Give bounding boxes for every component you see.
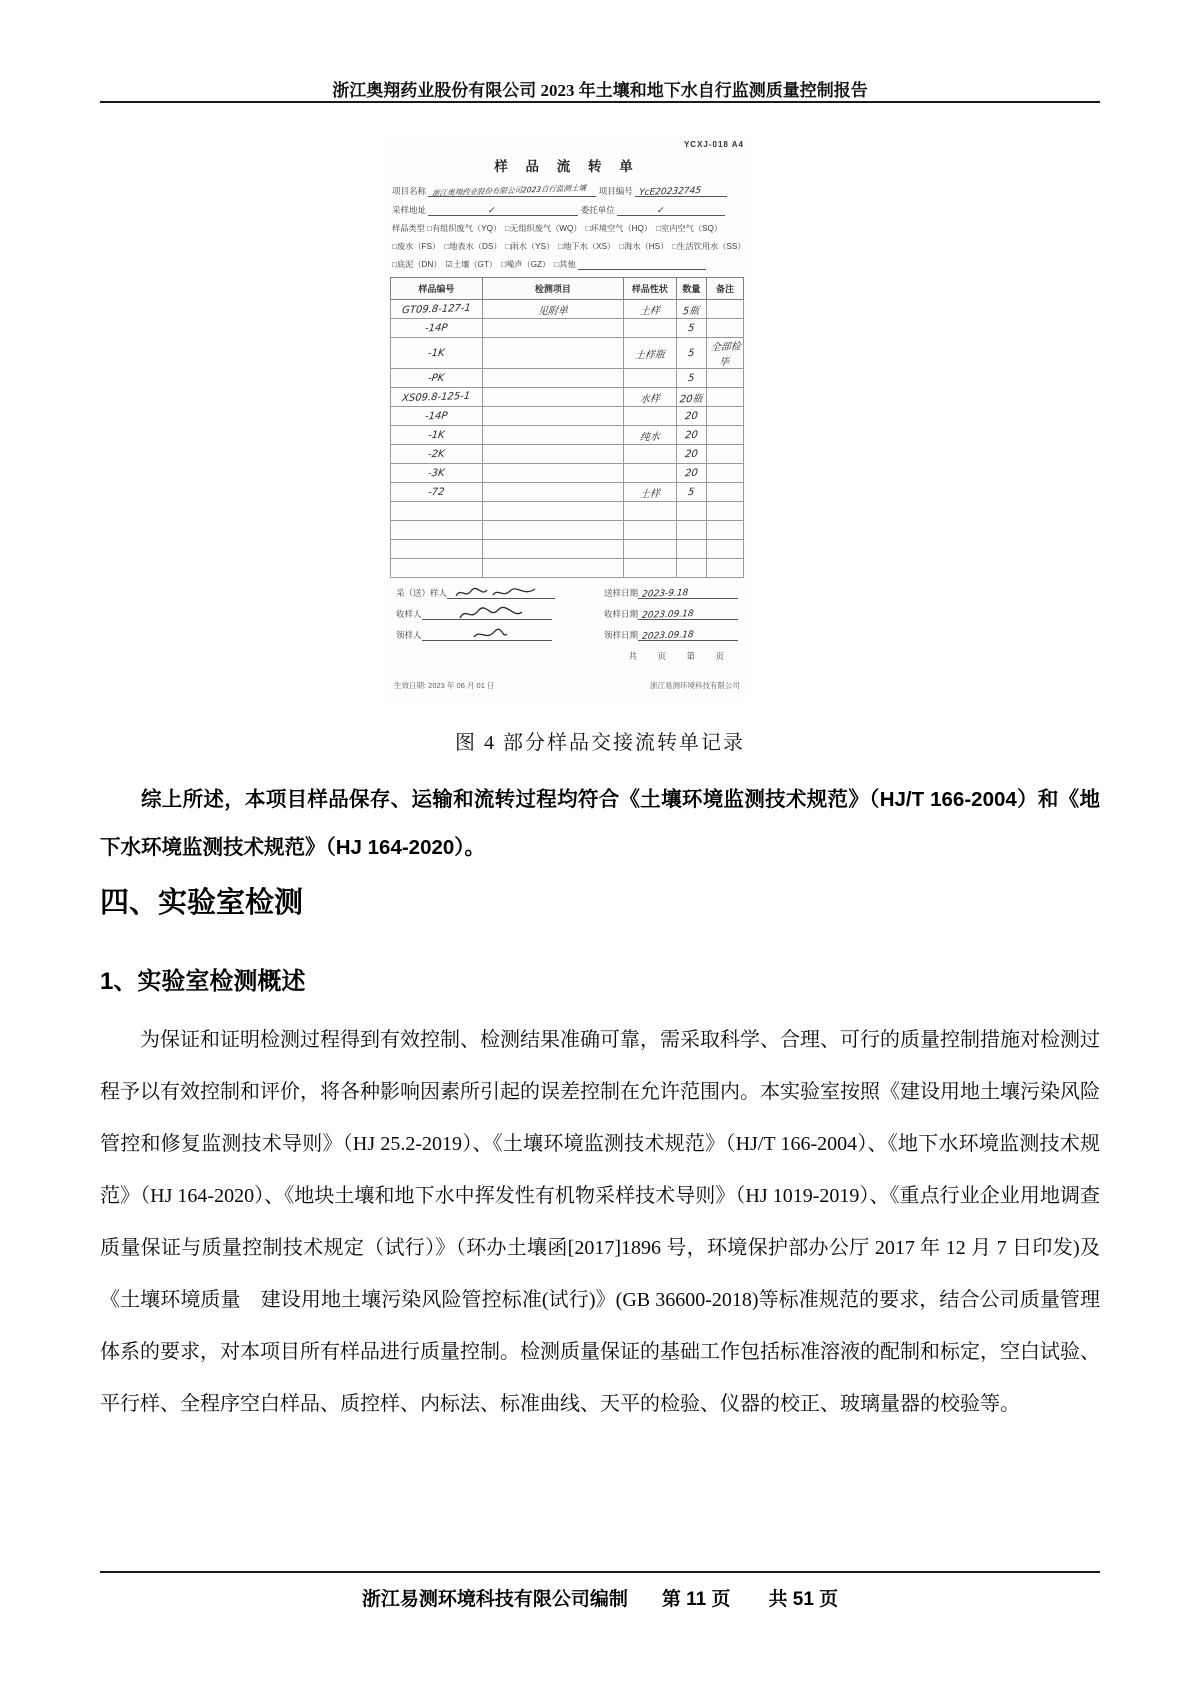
form-table-row xyxy=(391,388,744,407)
handwritten-entry: 20瓶 xyxy=(679,393,704,405)
collector-signature-field xyxy=(422,630,552,641)
signature-row-collector xyxy=(390,629,744,641)
sample-type-line-3 xyxy=(392,259,742,270)
project-name-label: 项目名称 xyxy=(392,186,427,196)
handwritten-entry: -72 xyxy=(427,486,446,498)
handwritten-entry: -1K xyxy=(427,347,446,359)
project-name-field xyxy=(428,183,596,198)
handwritten-entry: XS09.8-125-1 xyxy=(401,390,472,404)
form-field-project xyxy=(392,185,742,197)
send-date-value: 2023-9.18 xyxy=(641,588,689,600)
signature-row-receiver xyxy=(390,608,744,620)
form-table xyxy=(390,277,744,578)
col-test-items: 检测项目 xyxy=(482,278,623,300)
col-quantity: 数量 xyxy=(676,278,706,300)
client-value: ✓ xyxy=(656,205,666,217)
form-table-body xyxy=(391,300,744,578)
form-bottom-row xyxy=(390,680,744,691)
form-table-row xyxy=(391,369,744,388)
form-table-row xyxy=(391,338,744,369)
handwritten-entry: 5 xyxy=(687,486,696,498)
receive-date-label: 收样日期 xyxy=(603,609,638,619)
project-no-value: YcE20232745 xyxy=(638,185,702,199)
handwritten-entry: 5瓶 xyxy=(682,305,700,317)
collect-date-value: 2023.09.18 xyxy=(641,630,695,642)
form-field-address xyxy=(392,204,742,216)
header-divider xyxy=(100,101,1100,103)
handwritten-entry: -14P xyxy=(424,322,449,334)
form-table-row xyxy=(391,319,744,338)
receiver-signature-field xyxy=(422,609,552,620)
form-table-row xyxy=(391,483,744,502)
handwritten-entry: GT09.8-127-1 xyxy=(401,302,472,316)
collect-date-field xyxy=(638,630,738,641)
collector-label: 领样人 xyxy=(396,630,422,640)
form-title: 样 品 流 转 单 xyxy=(494,159,640,174)
handwritten-entry: -2K xyxy=(427,448,446,460)
handwritten-entry: 20 xyxy=(684,429,699,441)
form-pages-line: 共 页 第 页 xyxy=(628,651,730,661)
address-label: 采样地址 xyxy=(392,205,427,215)
subsection-heading: 1、实验室检测概述 xyxy=(100,968,306,995)
send-date-field xyxy=(638,588,738,599)
form-effective-date: 生效日期: 2023 年 06 月 01 日 xyxy=(394,681,495,690)
main-content xyxy=(100,730,1100,1430)
handwritten-entry: 5 xyxy=(687,372,696,384)
client-field xyxy=(617,205,725,216)
page-header-title: 浙江奥翔药业股份有限公司 2023 年土壤和地下水自行监测质量控制报告 xyxy=(332,81,868,100)
signature-scribble-icon xyxy=(456,606,526,622)
footer-company: 浙江易测环境科技有限公司编制 xyxy=(361,1589,628,1610)
project-no-field xyxy=(635,186,727,197)
col-sample-id: 样品编号 xyxy=(391,278,483,300)
form-table-row xyxy=(391,559,744,578)
client-label: 委托单位 xyxy=(580,205,615,215)
handwritten-entry: 土样 xyxy=(639,488,661,500)
receiver-label: 收样人 xyxy=(396,609,422,619)
sample-type-line-1 xyxy=(392,223,742,234)
summary-paragraph: 综上所述，本项目样品保存、运输和流转过程均符合《土壤环境监测技术规范》（HJ/T 166-2004）和《地下水环境监测技术规范》（HJ 164-2020）。 xyxy=(100,788,1100,859)
signature-scribble-icon xyxy=(453,585,539,601)
address-field xyxy=(428,205,578,216)
form-table-row xyxy=(391,426,744,445)
figure-caption: 图 4 部分样品交接流转单记录 xyxy=(455,732,745,754)
receive-date-field xyxy=(638,609,738,620)
handwritten-entry: 水样 xyxy=(639,393,661,405)
sample-type-options-1: □有组织废气（YQ） □无组织废气（WQ） □环境空气（HQ） □室内空气（SQ） xyxy=(427,224,723,233)
col-sample-state: 样品性状 xyxy=(623,278,676,300)
sample-type-options-3: □底泥（DN） ☑土壤（GT） □噪声（GZ） □其他 xyxy=(392,260,576,269)
sampler-label: 采（送）样人 xyxy=(396,588,448,598)
form-company-name: 浙江易测环境科技有限公司 xyxy=(650,681,740,690)
form-table-row xyxy=(391,300,744,319)
handwritten-entry: 土样瓶 xyxy=(634,348,666,362)
sample-type-line-2: □废水（FS） □地表水（DS） □雨水（YS） □地下水（XS） □海水（HS） □生活饮用水（SS） xyxy=(392,242,746,251)
signature-block xyxy=(390,587,744,641)
page-footer xyxy=(100,1571,1100,1611)
handwritten-entry: -14P xyxy=(424,410,449,422)
form-table-header-row xyxy=(391,278,744,300)
form-table-row xyxy=(391,445,744,464)
handwritten-entry: 土样 xyxy=(639,305,661,317)
handwritten-entry: 5 xyxy=(687,347,696,359)
body-paragraph: 为保证和证明检测过程得到有效控制、检测结果准确可靠，需采取科学、合理、可行的质量控制措施对检测过程予以有效控制和评价，将各种影响因素所引起的误差控制在允许范围内。本实验室按照《建设用地土壤污染风险管控和修复监测技术导则》（HJ 25.2-2019）、《土壤环境监测技术规范》（HJ/T 166-2004）、《地下水环境监测技术规范》（HJ 164-2020）、《地块土壤和地下水中挥发性有机物采样技术导则》（HJ 1019-2019）、《重点行业企业用地调查质量保证与质量控制技术规定（试行）》（环办土壤函[2017]1896 号，环境保护部办公厅 2017 年 12 月 7 日印发)及《土壤环境质量 建设用地土壤污染风险管控标准(试行)》(GB 36600-2018)等标准规范的要求，结合公司质量管理体系的要求，对本项目所有样品进行质量控制。检测质量保证的基础工作包括标准溶液的配制和标定，空白试验、平行样、全程序空白样品、质控样、内标法、标准曲线、天平的检验、仪器的校正、玻璃量器的校验等。 xyxy=(100,1029,1100,1415)
other-type-field xyxy=(578,259,706,270)
collect-date-label: 领样日期 xyxy=(603,630,638,640)
footer-page-info: 第 11 页 共 51 页 xyxy=(661,1589,839,1610)
project-name-value: 浙江奥翔药业股份有限公司2023自行监测土壤 xyxy=(431,183,587,198)
section-heading: 四、实验室检测 xyxy=(100,887,304,919)
handwritten-entry: 20 xyxy=(684,410,699,422)
signature-row-sampler xyxy=(390,587,744,599)
handwritten-entry: 纯水 xyxy=(639,431,661,443)
sampler-signature-field xyxy=(447,588,555,599)
form-table-row xyxy=(391,464,744,483)
form-table-row xyxy=(391,521,744,540)
handwritten-entry: 20 xyxy=(684,467,699,479)
handwritten-entry: 见附单 xyxy=(537,304,569,318)
send-date-label: 送样日期 xyxy=(603,588,638,598)
address-value: ✓ xyxy=(487,205,497,217)
sample-type-label: 样品类型 xyxy=(392,224,425,233)
form-table-row xyxy=(391,407,744,426)
form-doc-code: YCXJ-018 A4 xyxy=(683,140,744,149)
col-remark: 备注 xyxy=(706,278,743,300)
scanned-form-image xyxy=(386,138,748,700)
receive-date-value: 2023.09.18 xyxy=(641,609,695,621)
footer-text xyxy=(100,1584,1100,1611)
handwritten-entry: -1K xyxy=(427,429,446,441)
form-table-row xyxy=(391,540,744,559)
form-table-row xyxy=(391,502,744,521)
handwritten-entry: -3K xyxy=(427,467,446,479)
handwritten-entry: -PK xyxy=(427,372,446,384)
handwritten-entry: 5 xyxy=(687,322,696,334)
project-no-label: 项目编号 xyxy=(598,186,633,196)
signature-scribble-icon xyxy=(470,627,510,643)
handwritten-entry: 20 xyxy=(684,448,699,460)
handwritten-entry: 全部检毕 xyxy=(709,341,742,369)
